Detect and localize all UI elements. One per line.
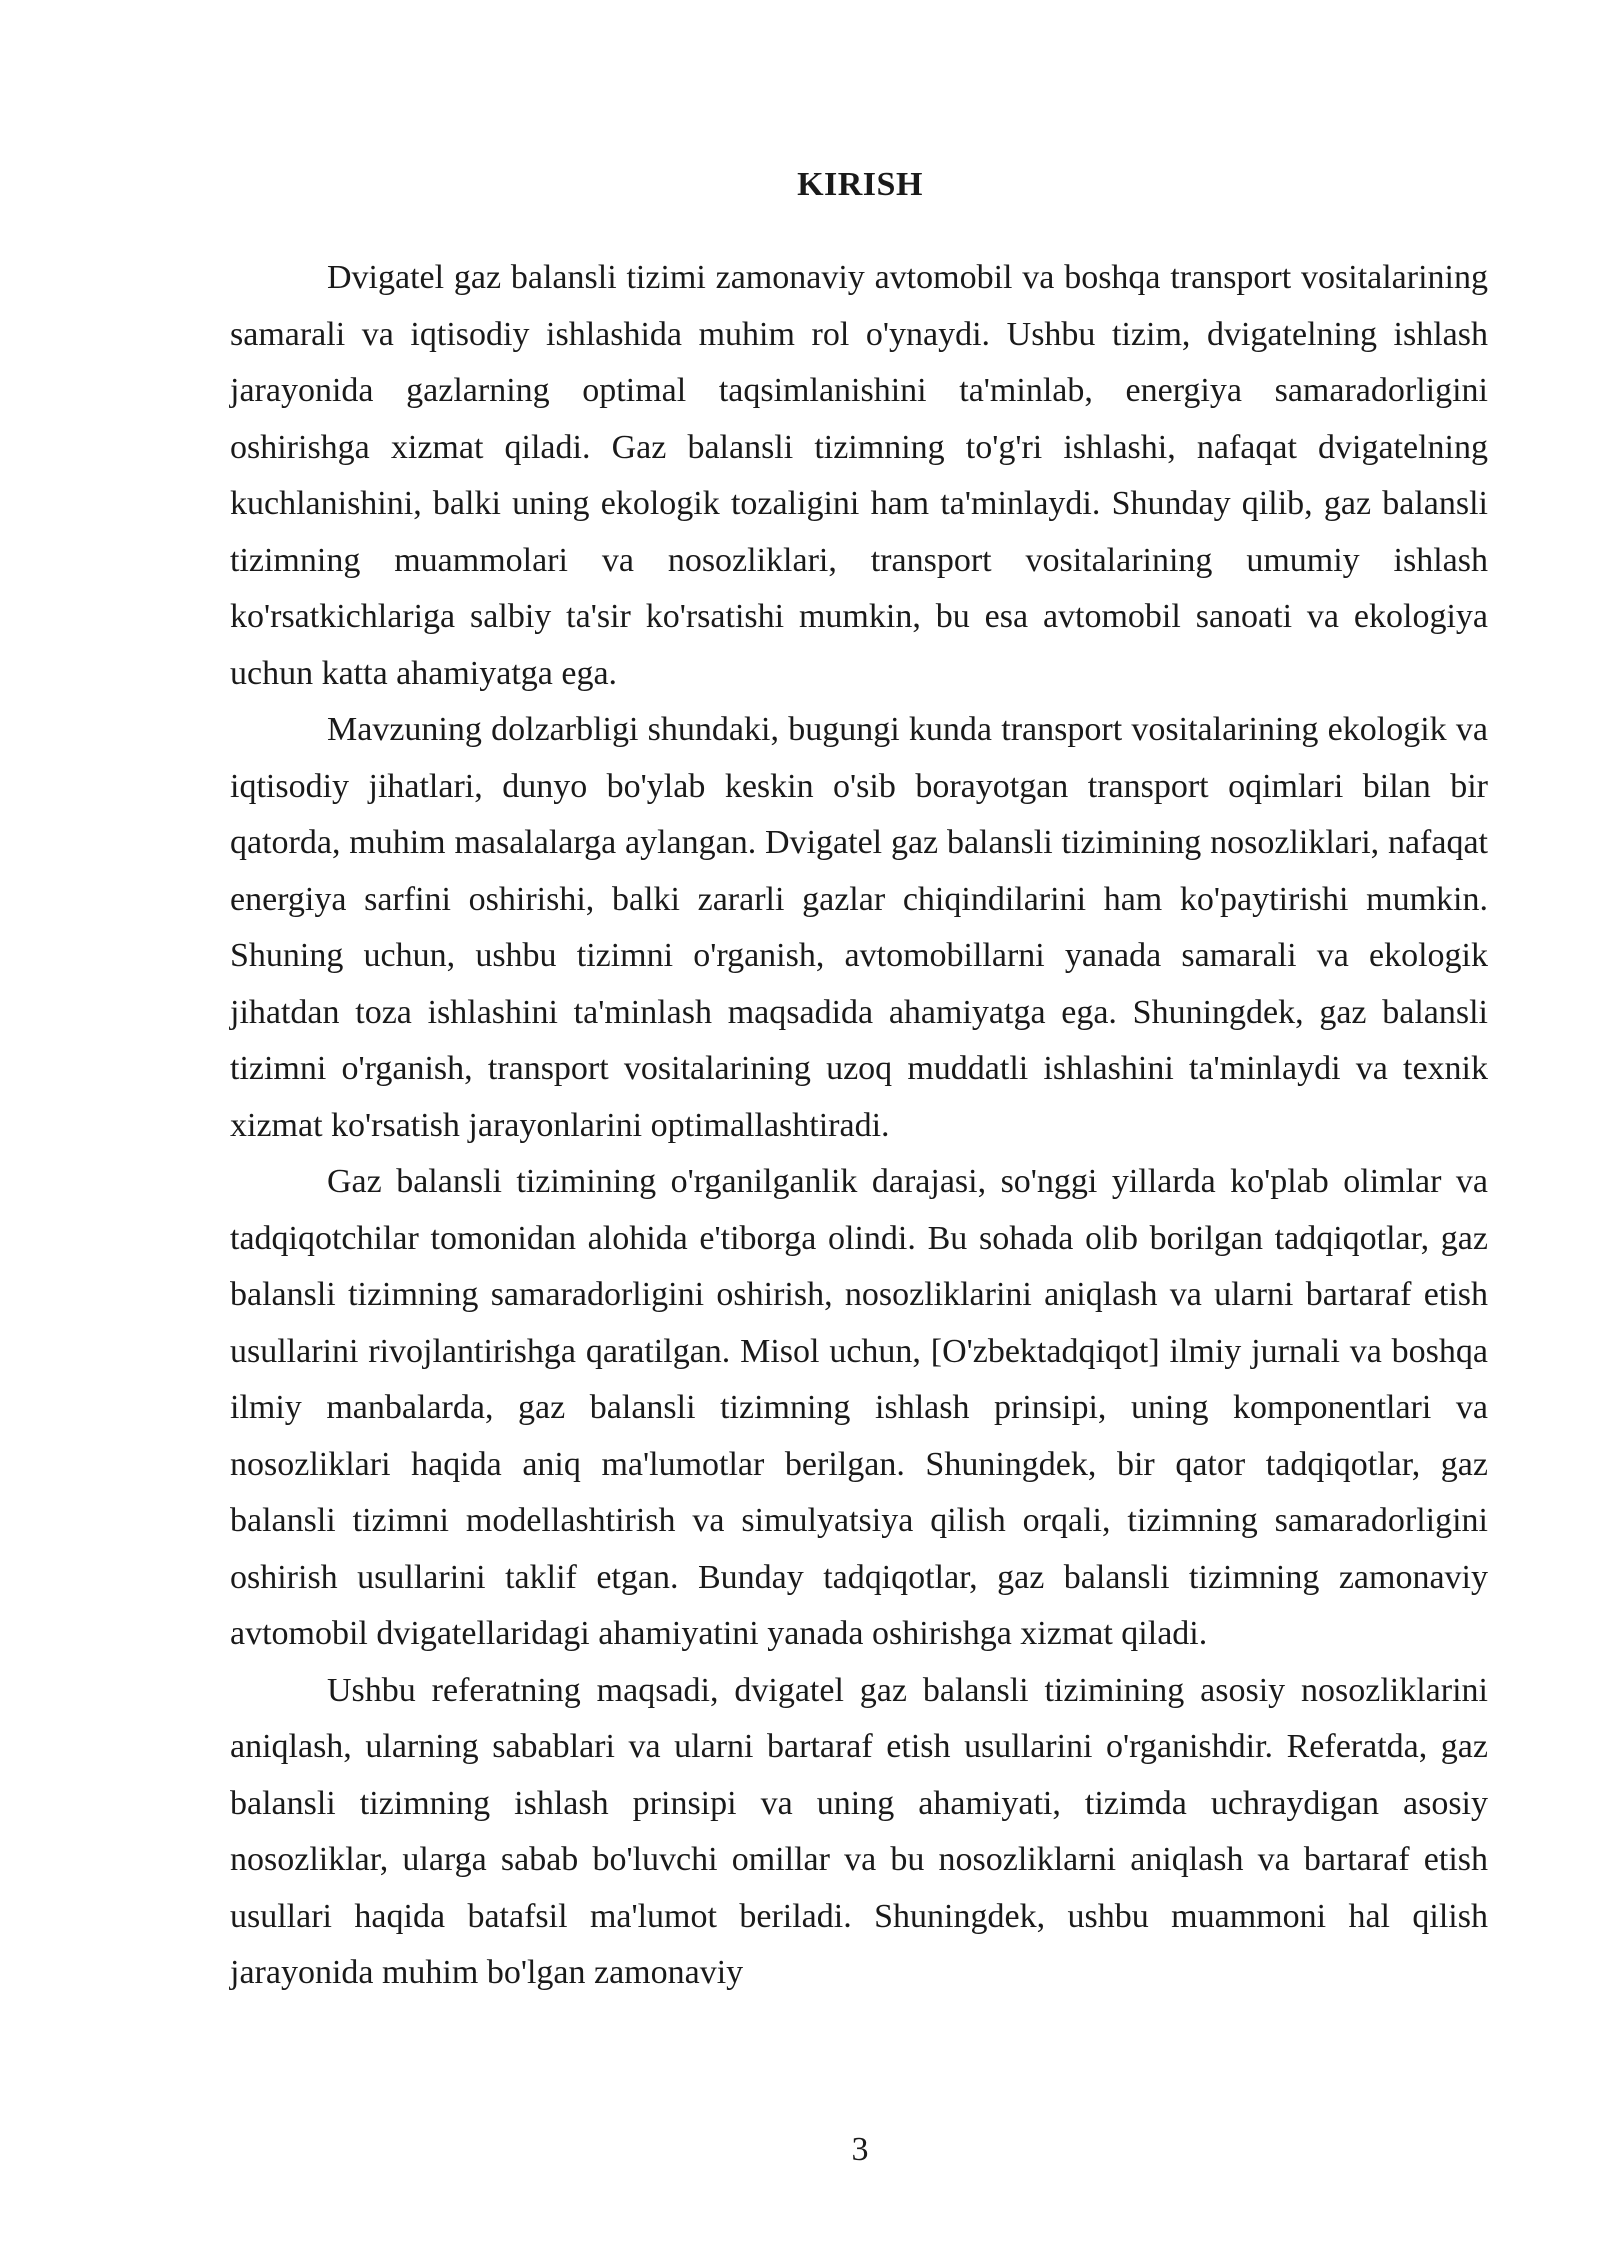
paragraph-relevance: Mavzuning dolzarbligi shundaki, bugungi kunda transport vositalarining ekologik va iqtisodiy jihatlari, dunyo bo'ylab keskin o'sib borayotgan transport oqimlari bilan bir qatorda, muhim masalalarga aylangan. Dvigatel gaz balansli tizimining nosozliklari, nafaqat energiya sarfini oshirishi, balki zararli gazlar chiqindilarini ham ko'paytirishi mumkin. Shuning uchun, ushbu tizimni o'rganish, avtomobillarni yanada samarali va ekologik jihatdan toza ishlashini ta'minlash maqsadida ahamiyatga ega. Shuningdek, gaz balansli tizimni o'rganish, transport vositalarining uzoq muddatli ishlashini ta'minlaydi va texnik xizmat ko'rsatish jarayonlarini optimallashtiradi. [230, 711, 1488, 1144]
page-title: KIRISH [797, 166, 923, 203]
paragraph-research-level: Gaz balansli tizimining o'rganilganlik darajasi, so'nggi yillarda ko'plab olimlar va tadqiqotchilar tomonidan alohida e'tiborga olindi. Bu sohada olib borilgan tadqiqotlar, gaz balansli tizimning samaradorligini oshirish, nosozliklarini aniqlash va ularni bartaraf etish usullarini rivojlantirishga qaratilgan. Misol uchun, [O'zbektadqiqot] ilmiy jurnali va boshqa ilmiy manbalarda, gaz balansli tizimning ishlash prinsipi, uning komponentlari va nosozliklari haqida aniq ma'lumotlar berilgan. Shuningdek, bir qator tadqiqotlar, gaz balansli tizimni modellashtirish va simulyatsiya qilish orqali, tizimning samaradorligini oshirish usullarini taklif etgan. Bunday tadqiqotlar, gaz balansli tizimning zamonaviy avtomobil dvigatellaridagi ahamiyatini yanada oshirishga xizmat qiladi. [230, 1163, 1488, 1652]
paragraph-introduction: Dvigatel gaz balansli tizimi zamonaviy avtomobil va boshqa transport vositalarining samarali va iqtisodiy ishlashida muhim rol o'ynaydi. Ushbu tizim, dvigatelning ishlash jarayonida gazlarning optimal taqsimlanishini ta'minlab, energiya samaradorligini oshirishga xizmat qiladi. Gaz balansli tizimning to'g'ri ishlashi, nafaqat dvigatelning kuchlanishini, balki uning ekologik tozaligini ham ta'minlaydi. Shunday qilib, gaz balansli tizimning muammolari va nosozliklari, transport vositalarining umumiy ishlash ko'rsatkichlariga salbiy ta'sir ko'rsatishi mumkin, bu esa avtomobil sanoati va ekologiya uchun katta ahamiyatga ega. [230, 259, 1488, 692]
body-text [230, 250, 1488, 2002]
paragraph-goal: Ushbu referatning maqsadi, dvigatel gaz balansli tizimining asosiy nosozliklarini aniqlash, ularning sabablari va ularni bartaraf etish usullarini o'rganishdir. Referatda, gaz balansli tizimning ishlash prinsipi va uning ahamiyati, tizimda uchraydigan asosiy nosozliklar, ularga sabab bo'luvchi omillar va bu nosozliklarni aniqlash va bartaraf etish usullari haqida batafsil ma'lumot beriladi. Shuningdek, ushbu muammoni hal qilish jarayonida muhim bo'lgan zamonaviy [230, 1671, 1488, 1991]
page-number: 3 [851, 2131, 869, 2168]
